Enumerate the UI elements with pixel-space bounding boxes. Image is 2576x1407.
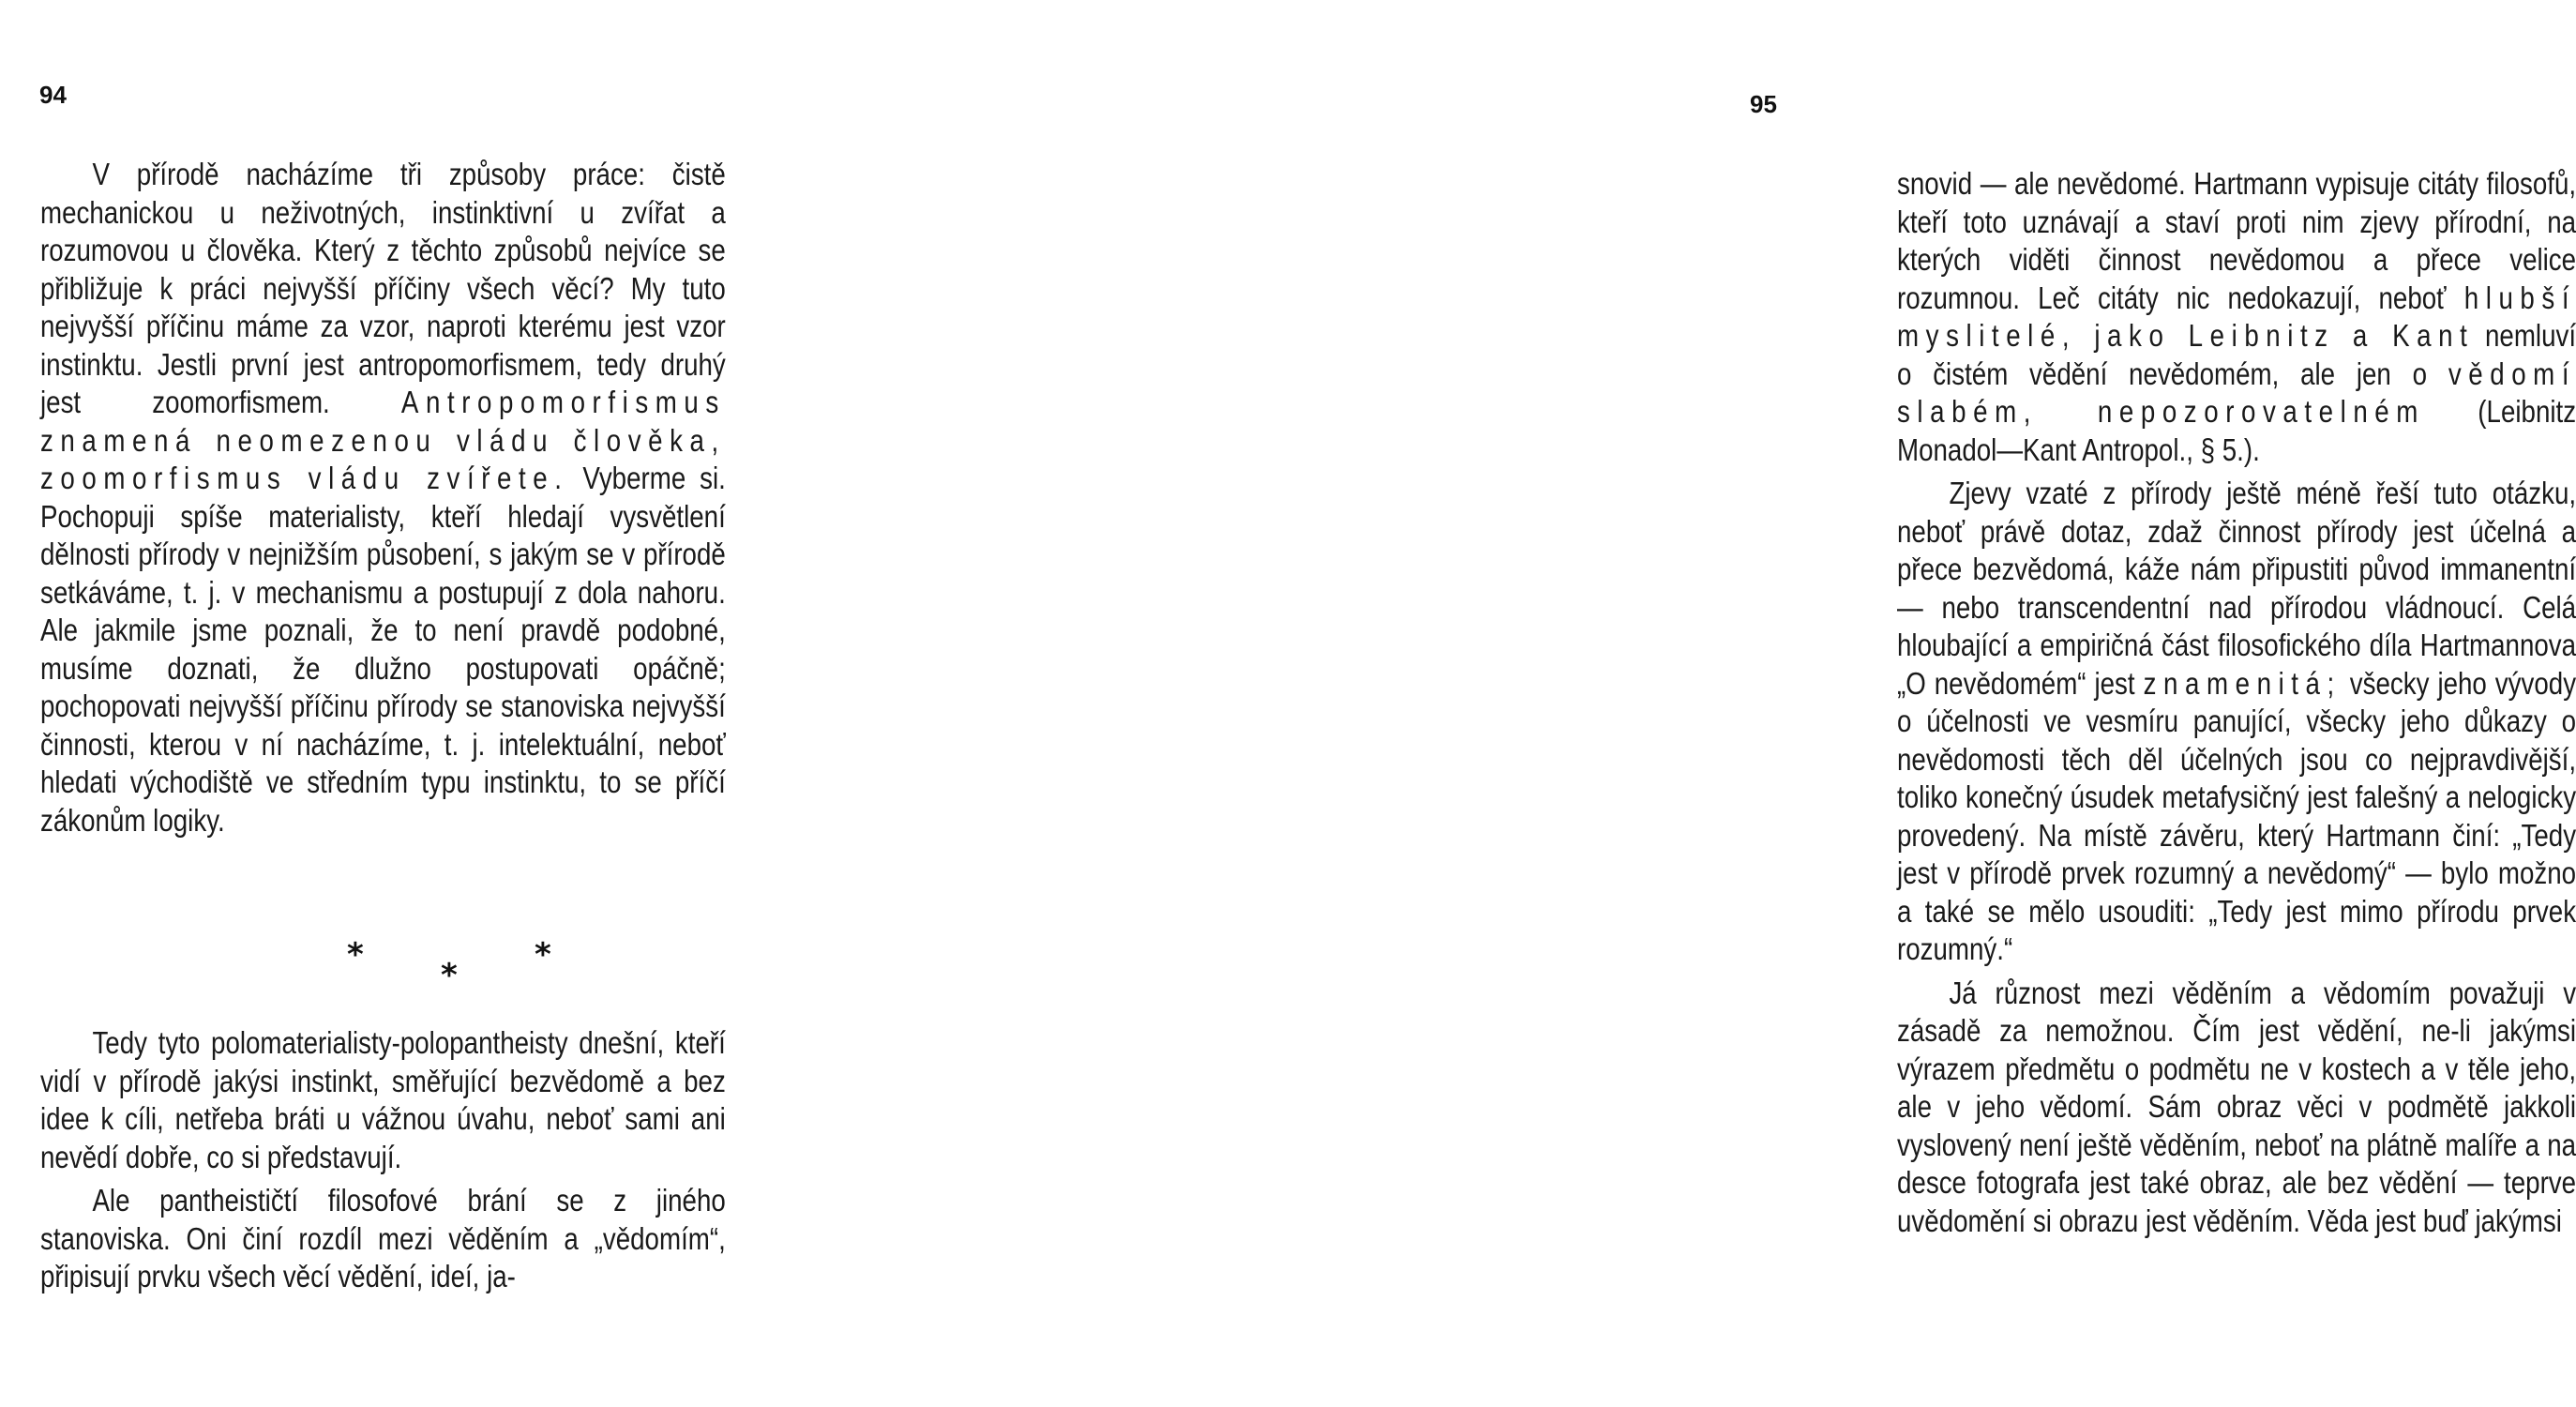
right-page — [920, 0, 2576, 1407]
spaced-emphasis: vědomí slabém, nepozorovatelném — [1897, 356, 2576, 429]
spaced-emphasis: hlubší myslitelé, jako Leibnitz a Kant — [1897, 280, 2576, 353]
text-run: Zjevy vzaté z přírody ještě méně řeší tuto otázku, neboť právě dotaz, zdaž činnost přírody jest účelná a přece bezvědomá, káže nám připustiti původ immanentní — nebo transcendentní nad přírodou vládnoucí. Celá hloubající a empiričná část filosofického díla Hartmannova „O nevědomém“ jest — [1897, 476, 2576, 701]
section-separator — [347, 936, 572, 1002]
right-text-block — [1897, 165, 2576, 1240]
spaced-emphasis: Antropomorfismus znamená neomezenou vládu člověka, zoomorfismus vládu zvířete. — [40, 385, 726, 495]
text-run: Vyberme si. Pochopuji spíše materialisty, kteří hledají vysvětlení dělnosti přírody v nejnižším působení, s jakým se v přírodě setkáváme, t. j. v mechanismu a postupují z dola nahoru. Ale jakmile jsme poznali, že to není pravdě podobné, musíme doznati, že dlužno postupovati opáčně; pochopovati nejvyšší příčinu přírody se stanoviska nejvyšší činnosti, kterou v ní nacházíme, t. j. intelektuální, neboť hledati východiště ve středním typu instinktu, to se příčí zákonům logiky. — [40, 461, 726, 838]
asterisk: * — [535, 936, 551, 974]
left-text-block-lower — [40, 1024, 726, 1296]
paragraph-polomaterialists: Tedy tyto polomaterialisty-polopantheisty dnešní, kteří vidí v přírodě jakýsi instinkt, směřující bezvědomě a bez idee k cíli, netřeba bráti u vážnou úvahu, neboť sami ani nevědí dobře, co si představují. — [40, 1025, 726, 1174]
asterisk: * — [347, 936, 364, 974]
paragraph-nature-phenomena — [1897, 475, 2576, 969]
text-run: nemluví o čistém vědění nevědomém, ale jen o — [1897, 318, 2576, 391]
paragraph-hartmann-citations — [1897, 165, 2576, 469]
text-run: (Leibnitz Monadol—Kant Antropol., § 5.). — [1897, 394, 2576, 467]
text-run: snovid — ale nevědomé. Hartmann vypisuje citáty filosofů, kteří toto uznávají a staví proti nim zjevy přírodní, na kterých viděti činnost nevědomou a přece velice rozumnou. Leč citáty nic nedokazují, neboť — [1897, 166, 2576, 315]
page-number-left: 94 — [39, 81, 67, 109]
page-number-right: 95 — [1750, 90, 1777, 118]
paragraph-anthropomorphism — [40, 156, 726, 840]
text-run: V přírodě nacházíme tři způsoby práce: čistě mechanickou u neživotných, instinktivní u zvířat a rozumovou u člověka. Který z těchto způsobů nejvíce se přibližuje k práci nejvyšší příčiny všech věcí? My tuto nejvyšší příčinu máme za vzor, naproti kterému jest vzor instinktu. Jestli první jest antropomorfismem, tedy druhý jest zoomorfismem. — [40, 157, 726, 419]
left-text-block-upper — [40, 156, 726, 840]
text-run: všecky jeho vývody o účelnosti ve vesmíru panující, všecky jeho důkazy o nevědomosti těch děl účelných jsou co nejpravdivější, toliko konečný úsudek metafysičný jest falešný a nelogicky provedený. Na místě závěru, který Hartmann činí: „Tedy jest v přírodě prvek rozumný a nevědomý“ — bylo možno a také se mělo usouditi: „Tedy jest mimo přírodu prvek rozumný.“ — [1897, 665, 2576, 966]
asterisk: * — [441, 957, 458, 994]
paragraph-pantheists: Ale pantheističtí filosofové brání se z jiného stanoviska. Oni činí rozdíl mezi věděním a „vědomím“, připisují prvku všech věcí vědění, ideí, ja- — [40, 1183, 726, 1294]
left-page — [0, 0, 920, 1407]
paragraph-knowledge-consciousness: Já různost mezi věděním a vědomím považuji v zásadě za nemožnou. Čím jest vědění, ne-li jakýmsi výrazem předmětu o podmětu ne v kostech a v těle jeho, ale v jeho vědomí. Sám obraz věci v podmětě jakkoli vyslovený není ještě věděním, neboť na plátně malíře a na desce fotografa jest také obraz, ale bez vědění — teprve uvědomění si obrazu jest věděním. Věda jest buď jakýmsi — [1897, 975, 2576, 1238]
spaced-emphasis: znamenitá; — [2143, 665, 2342, 701]
